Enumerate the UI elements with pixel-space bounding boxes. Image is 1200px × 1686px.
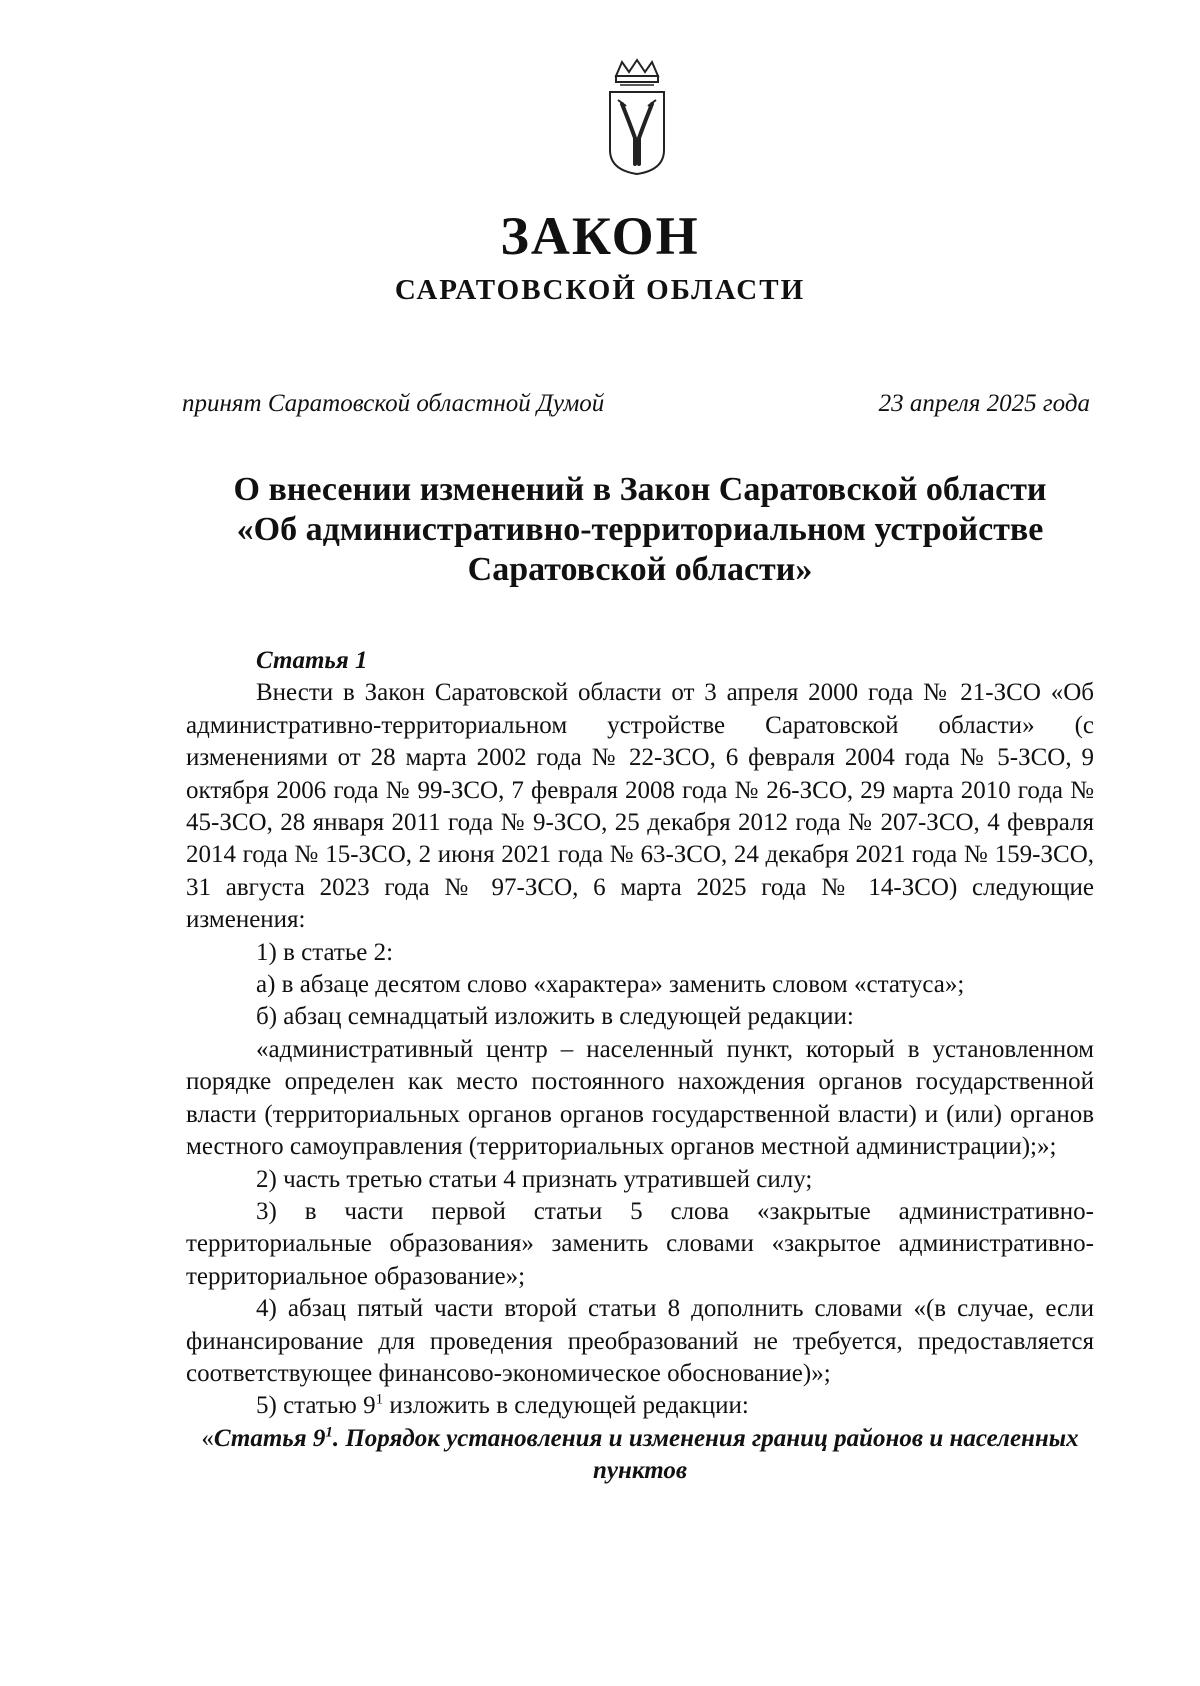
document-subtitle: САРАТОВСКОЙ ОБЛАСТИ xyxy=(394,274,806,306)
amendment-item: 1) в статье 2: xyxy=(256,938,394,966)
amendment-item: 3) в части первой статьи 5 слова «закрытые административно-территориальные образования» заменить словами «закрытое административно-территориальное образование»; xyxy=(186,1197,1094,1290)
law-body xyxy=(186,645,1094,1488)
amendment-item xyxy=(186,1390,1094,1422)
new-article-title xyxy=(186,1423,1094,1488)
new-article-label: Статья 9 xyxy=(213,1424,326,1452)
amendment-quoted-text: «административный центр – населенный пункт, который в установленном порядке определен как место постоянного нахождения органов государственной власти (территориальных органов органов государственной власти) и (или) органов местного самоуправления (территориальных органов местной администрации);»; xyxy=(186,1035,1094,1161)
quote-mark: « xyxy=(201,1424,214,1452)
coat-of-arms-icon xyxy=(602,58,672,178)
article-intro: Внести в Закон Саратовской области от 3 апреля 2000 года № 21-ЗСО «Об административно-территориальном устройстве Саратовской области» (с изменениями от 28 марта 2002 года № 22-ЗСО, 6 февраля 2004 года № 5-ЗСО, 9 октября 2006 года № 99-ЗСО, 7 февраля 2008 года № 26-ЗСО, 29 марта 2010 года № 45-ЗСО, 28 января 2011 года № 9-ЗСО, 25 декабря 2012 года № 207-ЗСО, 4 февраля 2014 года № 15-ЗСО, 2 июня 2021 года № 63-ЗСО, 24 декабря 2021 года № 159-ЗСО, 31 августа 2023 года № 97-ЗСО, 6 марта 2025 года № 14-ЗСО) следующие изменения: xyxy=(186,679,1094,934)
amendment-item: 2) часть третью статьи 4 признать утратившей силу; xyxy=(256,1165,813,1193)
amendment-item: 4) абзац пятый части второй статьи 8 дополнить словами «(в случае, если финансирование для проведения преобразований не требуется, предоставляется соответствующее финансово-экономическое обоснование)»; xyxy=(186,1295,1094,1387)
law-title-line: «Об административно-территориальном устройстве xyxy=(236,511,1044,548)
item-text: 5) статью 9 xyxy=(256,1392,376,1420)
adopted-by: принят Саратовской областной Думой xyxy=(182,390,605,417)
new-article-text: . Порядок установления и изменения границ районов и населенных пунктов xyxy=(332,1424,1079,1485)
superscript: 1 xyxy=(325,1424,333,1441)
superscript: 1 xyxy=(375,1392,384,1409)
law-title xyxy=(160,470,1120,590)
document-title: ЗАКОН xyxy=(500,206,700,266)
amendment-subitem: а) в абзаце десятом слово «характера» заменить словом «статуса»; xyxy=(256,971,965,999)
article-heading: Статья 1 xyxy=(256,647,368,674)
item-text: изложить в следующей редакции: xyxy=(383,1392,749,1420)
amendment-subitem: б) абзац семнадцатый изложить в следующей редакции: xyxy=(256,1003,854,1031)
law-title-line: О внесении изменений в Закон Саратовской области xyxy=(233,471,1047,508)
law-title-line: Саратовской области» xyxy=(467,551,813,588)
adoption-date: 23 апреля 2025 года xyxy=(878,390,1090,417)
